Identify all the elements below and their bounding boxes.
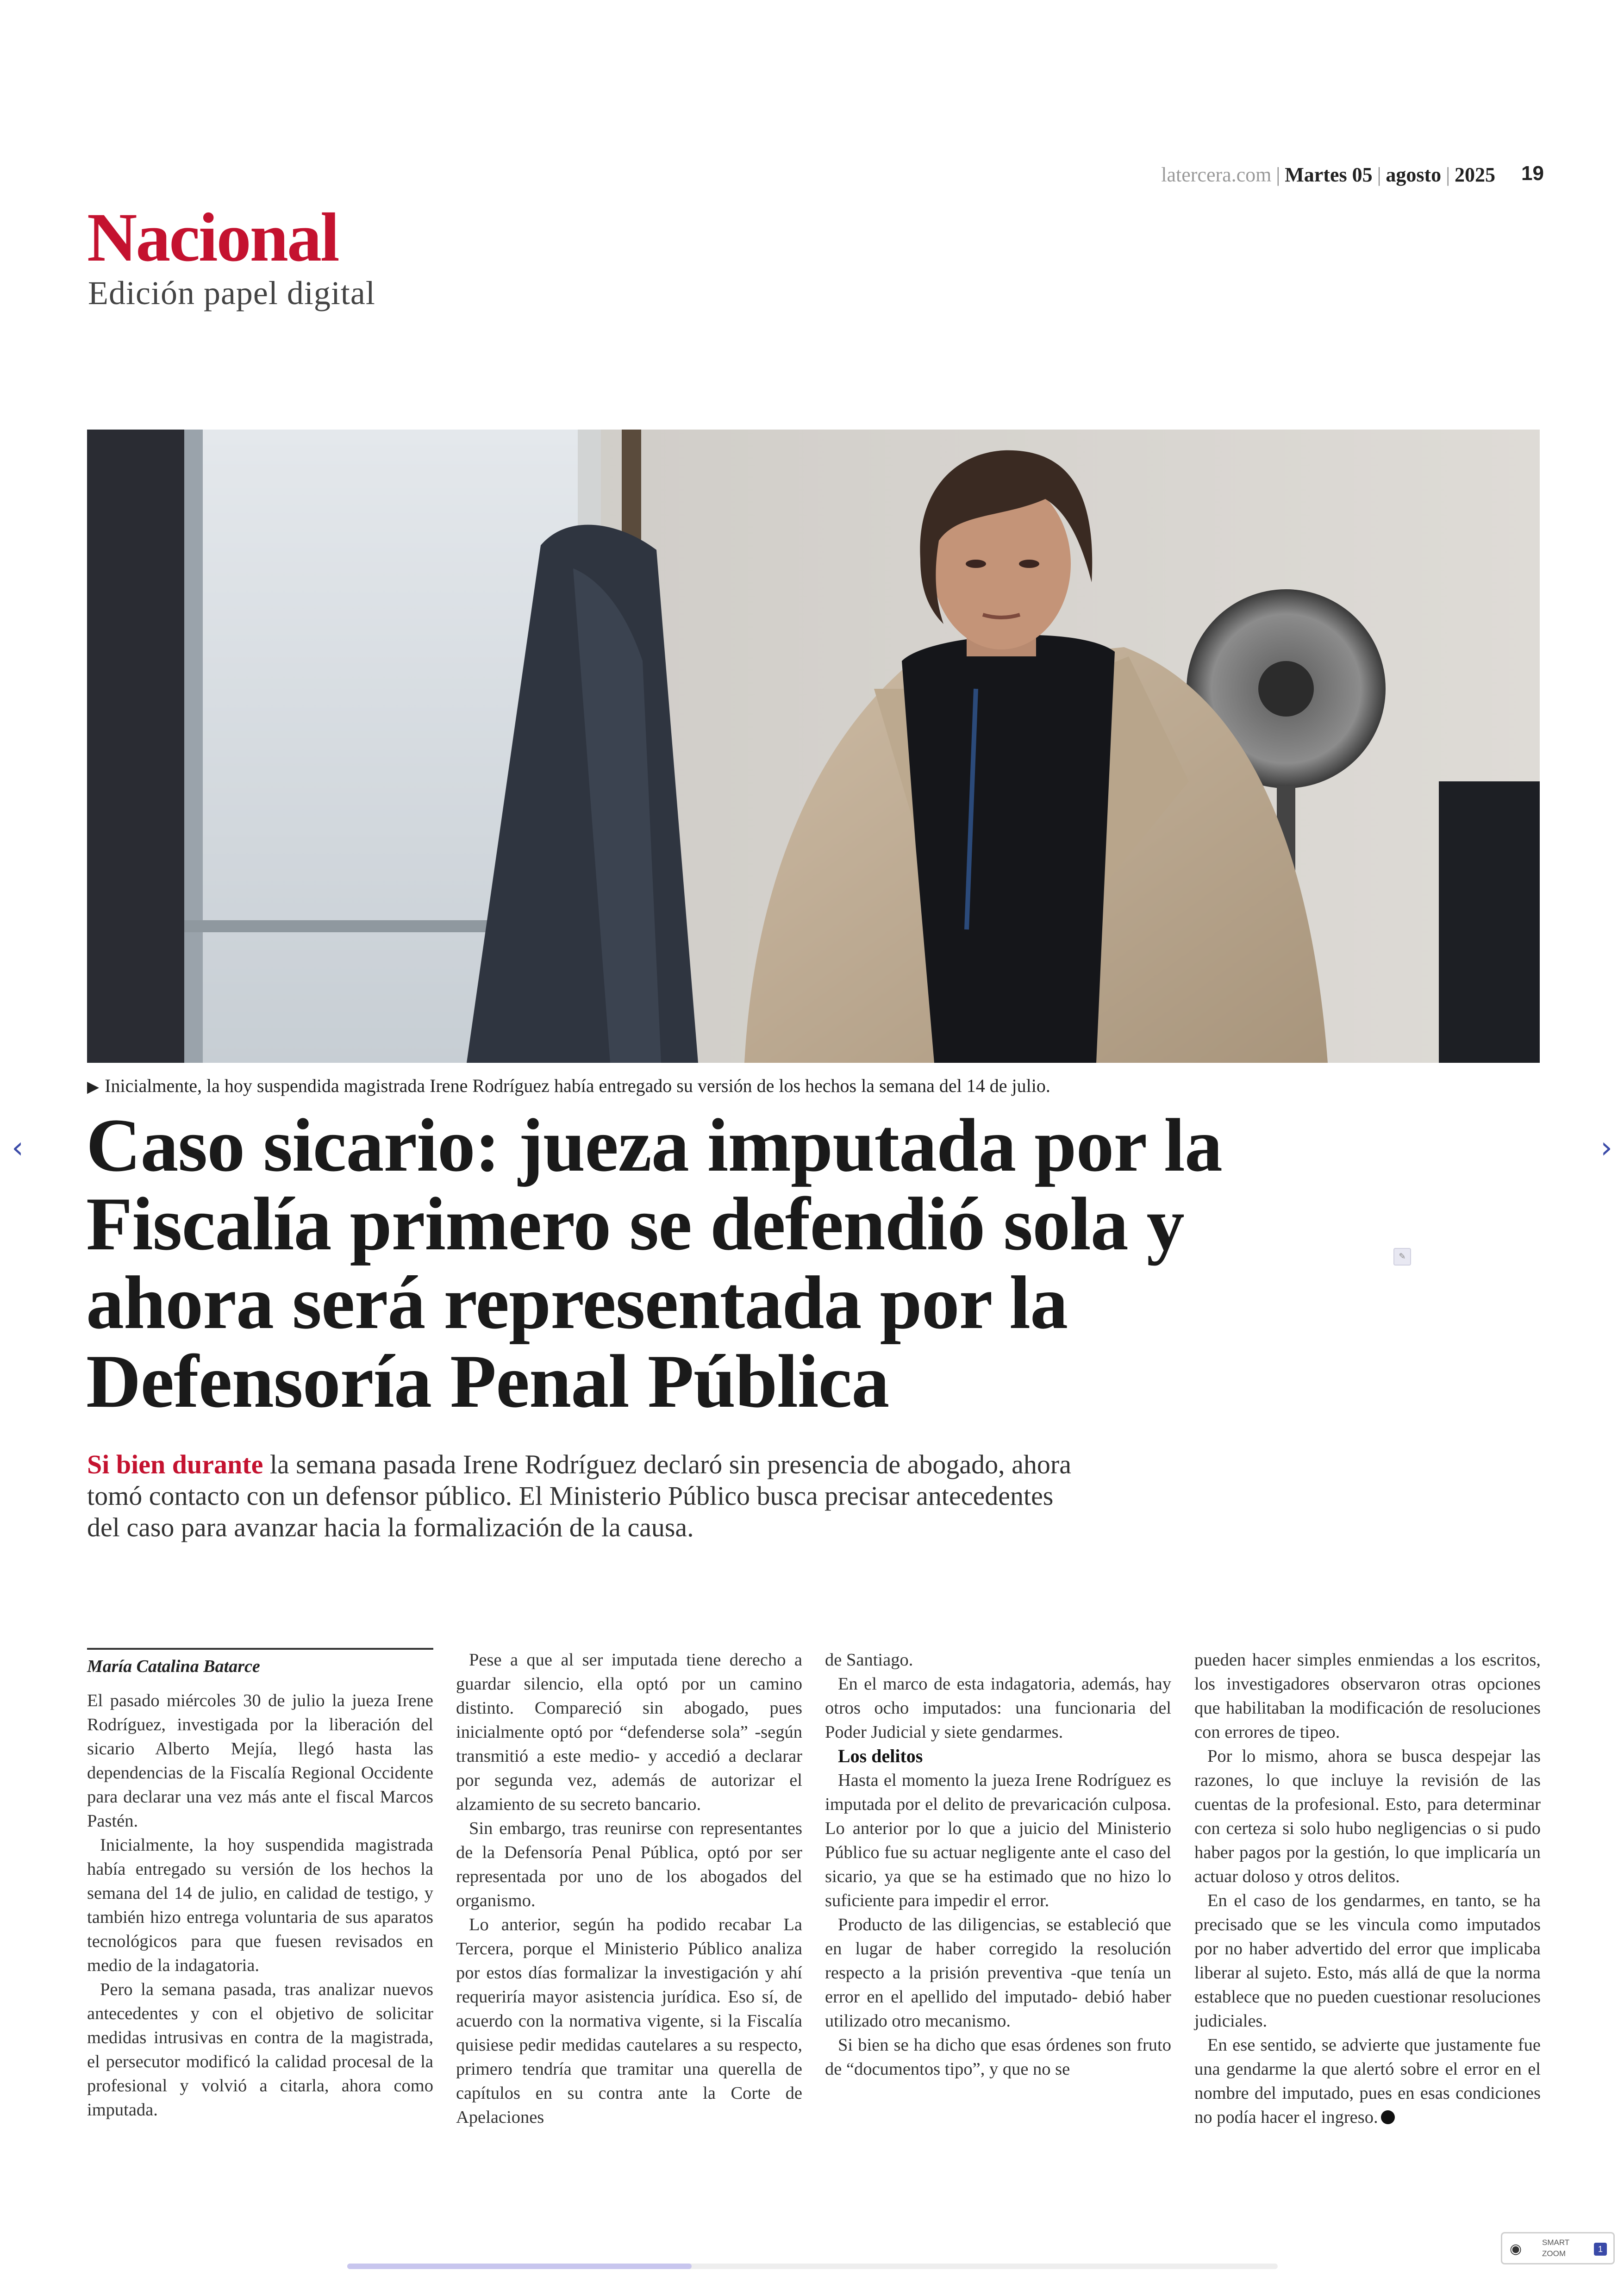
end-of-article-icon	[1381, 2110, 1395, 2124]
edition-subtitle: Edición papel digital	[88, 274, 375, 312]
article-lead	[87, 1449, 1082, 1543]
smart-zoom-button[interactable]	[1501, 2232, 1615, 2264]
article-column-2	[456, 1648, 802, 2129]
separator: |	[1446, 163, 1450, 186]
page-scroll-thumb[interactable]	[347, 2264, 692, 2269]
paragraph-last	[1194, 2033, 1541, 2129]
hero-photo-illustration	[87, 430, 1540, 1063]
paragraph: En el marco de esta indagatoria, además, hay otros ocho imputados: una funcionaria del Poder Judicial y siete gendarmes.	[825, 1674, 1171, 1742]
smart-zoom-label: SMART ZOOM	[1542, 2238, 1569, 2258]
caption-text: Inicialmente, la hoy suspendida magistrada Irene Rodríguez había entregado su versión de los hechos la semana del 14 de julio.	[105, 1075, 1050, 1096]
zoom-badge: 1	[1594, 2243, 1607, 2256]
chevron-left-icon[interactable]: ‹	[12, 1131, 24, 1165]
eye-icon: ◉	[1510, 2241, 1522, 2257]
paragraph: Pero la semana pasada, tras analizar nuevos antecedentes y con el objetivo de solicitar medidas intrusivas en contra de la magistrada, el persecutor modificó la calidad procesal de la profesional y volvió a citarla, ahora como imputada.	[87, 1980, 433, 2120]
issue-month: agosto	[1386, 163, 1442, 186]
author-byline: María Catalina Batarce	[87, 1648, 433, 1678]
paragraph: Pese a que al ser imputada tiene derecho a guardar silencio, ella optó por un camino distinto. Compareció sin abogado, pues inicialmente optó por “defenderse sola” -según transmitió a este medio- y accedió a declarar por segunda vez, además de autorizar el alzamiento de su secreto bancario.	[456, 1650, 802, 1814]
paragraph: En el caso de los gendarmes, en tanto, se ha precisado que se les vincula como imputados por no haber advertido del error que implicaba liberar al sujeto. Esto, más allá de que la norma establece que no pueden cuestionar resoluciones judiciales.	[1194, 1891, 1541, 2031]
article-column-4	[1194, 1648, 1541, 2129]
site-name: latercera.com	[1161, 163, 1272, 186]
article-headline: Caso sicario: jueza imputada por la Fiscalía primero se defendió sola y ahora será representada por la Defensoría Penal Pública	[86, 1104, 1222, 1423]
issue-year: 2025	[1455, 163, 1495, 186]
photo-caption	[87, 1075, 1541, 1097]
issue-date-line	[1130, 163, 1546, 187]
paragraph: Por lo mismo, ahora se busca despejar las razones, lo que incluye la revisión de las cuentas de la profesional. Esto, para determinar con certeza si solo hubo negligencias o si pudo haber pagos por la gestión, lo que implicaría un actuar doloso y otros delitos.	[1194, 1746, 1541, 1886]
paragraph-continuation: de Santiago.	[825, 1650, 913, 1670]
separator: |	[1377, 163, 1381, 186]
article-column-3	[825, 1648, 1171, 2081]
hero-photo	[87, 430, 1540, 1063]
paragraph-continuation: pueden hacer simples enmiendas a los escritos, los investigadores observaron otras opciones que habilitaban la modificación de resoluciones con errores de tipeo.	[1194, 1650, 1541, 1742]
paragraph: Hasta el momento la jueza Irene Rodríguez es imputada por el delito de prevaricación culposa. Lo anterior por lo que a juicio del Ministerio Público fue su actuar negligente ante el caso del sicario, ya que se ha estimado que no hizo lo suficiente para impedir el error.	[825, 1771, 1171, 1910]
lead-kicker: Si bien durante	[87, 1449, 263, 1479]
paragraph: Sin embargo, tras reunirse con representantes de la Defensoría Penal Pública, optó por ser representada por uno de los abogados del organismo.	[456, 1819, 802, 1910]
paragraph: El pasado miércoles 30 de julio la jueza Irene Rodríguez, investigada por la liberación del sicario Alberto Mejía, llegó hasta las dependencias de la Fiscalía Regional Occidente para declarar una vez más ante el fiscal Marcos Pastén.	[87, 1691, 433, 1831]
separator: |	[1276, 163, 1280, 186]
lead-text: la semana pasada Irene Rodríguez declaró sin presencia de abogado, ahora tomó contacto con un defensor público. El Ministerio Público busca precisar antecedentes del caso para avanzar hacia la formalización de la causa.	[87, 1449, 1071, 1542]
paragraph: Lo anterior, según ha podido recabar La Tercera, porque el Ministerio Público analiza por estos días formalizar la investigación y ahí requeriría mayor asistencia jurídica. Eso sí, de acuerdo con la normativa vigente, si la Fiscalía quisiese pedir medidas cautelares a su respecto, primero tendría que tramitar una querella de capítulos en su contra ante la Corte de Apelaciones	[456, 1915, 802, 2127]
article-column-1	[87, 1648, 433, 2122]
paragraph: Si bien se ha dicho que esas órdenes son fruto de “documentos tipo”, y que no se	[825, 2035, 1171, 2079]
last-paragraph-text: En ese sentido, se advierte que justamente fue una gendarme la que alertó sobre el error en el nombre del imputado, pues en esas condiciones no podía hacer el ingreso.	[1194, 2035, 1541, 2127]
page-number: 19	[1521, 162, 1544, 185]
caption-arrow-icon: ▶	[87, 1078, 100, 1096]
section-title: Nacional	[87, 199, 338, 276]
subheading: Los delitos	[838, 1746, 923, 1766]
annotation-icon[interactable]: ✎	[1393, 1248, 1411, 1266]
issue-weekday: Martes 05	[1285, 163, 1373, 186]
paragraph: Producto de las diligencias, se estableció que en lugar de haber corregido la resolución respecto a la prisión preventiva -que tenía un error en el apellido del imputado- debió haber utilizado otro mecanismo.	[825, 1915, 1171, 2031]
paragraph: Inicialmente, la hoy suspendida magistrada había entregado su versión de los hechos la semana del 14 de julio, en calidad de testigo, y también hizo entrega voluntaria de sus aparatos tecnológicos para que fuesen revisados en medio de la indagatoria.	[87, 1835, 433, 1975]
chevron-right-icon[interactable]: ›	[1600, 1131, 1612, 1165]
